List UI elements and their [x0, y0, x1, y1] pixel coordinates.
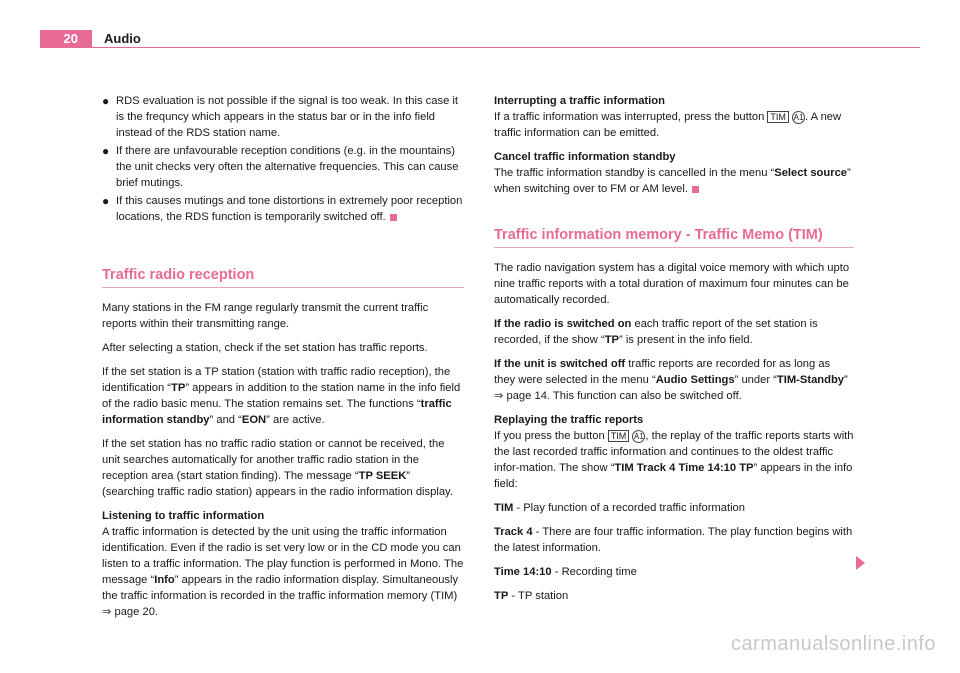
subheading: Listening to traffic information [102, 510, 265, 522]
section-end-icon [390, 214, 397, 221]
a1-callout-icon: A1 [634, 431, 644, 441]
paragraph: If the set station is a TP station (station with traffic radio reception), the identification “TP” appears in addition to the station name in the info field of the radio basic menu. The station remains set. The functions “traffic information standby” and “EON” are active. [102, 366, 461, 426]
paragraph: A traffic information is detected by the unit using the traffic information identification. Even if the radio is set very low or in the CD mode you can listen to a traffic information. The play function is performed in Mono. The message “Info” appears in the radio information display. Simultaneously the traffic information is recorded in the traffic information memory (TIM) ⇒ page 20. [102, 526, 464, 618]
bullet-text: If this causes mutings and tone distortions in extremely poor reception locations, the RDS function is temporarily switched off. [116, 195, 463, 223]
tim-key-icon: TIM [767, 111, 789, 123]
page-reference[interactable]: ⇒ page 14. This function can also be switched off. [494, 390, 742, 402]
page-number: 20 [40, 30, 92, 48]
section-heading-traffic-memo: Traffic information memory - Traffic Memo (TIM) [494, 225, 854, 248]
tim-key-icon: TIM [608, 430, 630, 442]
definition-item: Track 4 - There are four traffic information. The play function begins with the latest information. [494, 526, 853, 554]
definition-item: TIM - Play function of a recorded traffic information [494, 502, 746, 514]
bullet-item [102, 193, 464, 225]
paragraph: If the radio is switched on each traffic report of the set station is recorded, if the show “TP” is present in the info field. [494, 318, 818, 346]
bullet-icon: ● [102, 94, 110, 108]
right-column [494, 93, 854, 612]
paragraph: If the unit is switched off traffic reports are recorded for as long as they were selected in the menu “Audio Settings” under “TIM-Standby” ⇒ page 14. This function can also be switched off. [494, 358, 848, 402]
header-divider [40, 47, 920, 48]
page-reference[interactable]: ⇒ page 20. [102, 606, 159, 618]
next-page-arrow-icon[interactable] [856, 556, 865, 570]
page-title: Audio [104, 31, 141, 46]
bullet-text: If there are unfavourable reception conditions (e.g. in the mountains) the unit checks very often the alternative frequencies. This can cause brief mutings. [116, 145, 459, 189]
subheading: Replaying the traffic reports [494, 414, 644, 426]
subheading: Interrupting a traffic information [494, 95, 665, 107]
bullet-item [102, 143, 464, 191]
paragraph: After selecting a station, check if the set station has traffic reports. [102, 342, 428, 354]
bullet-icon: ● [102, 194, 110, 208]
paragraph: If a traffic information was interrupted, press the button TIM A1 . A new traffic information can be emitted. [494, 111, 842, 139]
bullet-text: RDS evaluation is not possible if the signal is too weak. In this case it is the frequncy which appears in the status bar or in the info field instead of the RDS station name. [116, 95, 459, 139]
bullet-item [102, 93, 464, 141]
watermark: carmanualsonline.info [730, 633, 936, 655]
a1-callout-icon: A1 [793, 112, 804, 122]
paragraph: Many stations in the FM range regularly transmit the current traffic reports within their transmitting range. [102, 302, 429, 330]
definition-item: Time 14:10 - Recording time [494, 566, 637, 578]
definition-item: TP - TP station [494, 590, 569, 602]
left-column [102, 93, 464, 628]
paragraph: If you press the button TIM A1 , the replay of the traffic reports starts with the last recorded traffic information and continues to the oldest traffic infor-mation. The show “TIM Track 4 Time 14:10 TP” appears in the info field: [494, 430, 854, 490]
section-end-icon [692, 186, 699, 193]
section-heading-traffic-radio: Traffic radio reception [102, 265, 464, 288]
subheading: Cancel traffic information standby [494, 151, 676, 163]
paragraph: The traffic information standby is cancelled in the menu “Select source” when switching over to FM or AM level. [494, 167, 851, 195]
paragraph: If the set station has no traffic radio station or cannot be received, the unit searches automatically for another traffic radio station in the reception area (start station finding). The message “TP SEEK” (searching traffic radio station) appears in the radio information display. [102, 438, 453, 498]
bullet-icon: ● [102, 144, 110, 158]
paragraph: The radio navigation system has a digital voice memory with which upto nine traffic reports with a total duration of maximum four minutes can be automatically recorded. [494, 262, 850, 306]
